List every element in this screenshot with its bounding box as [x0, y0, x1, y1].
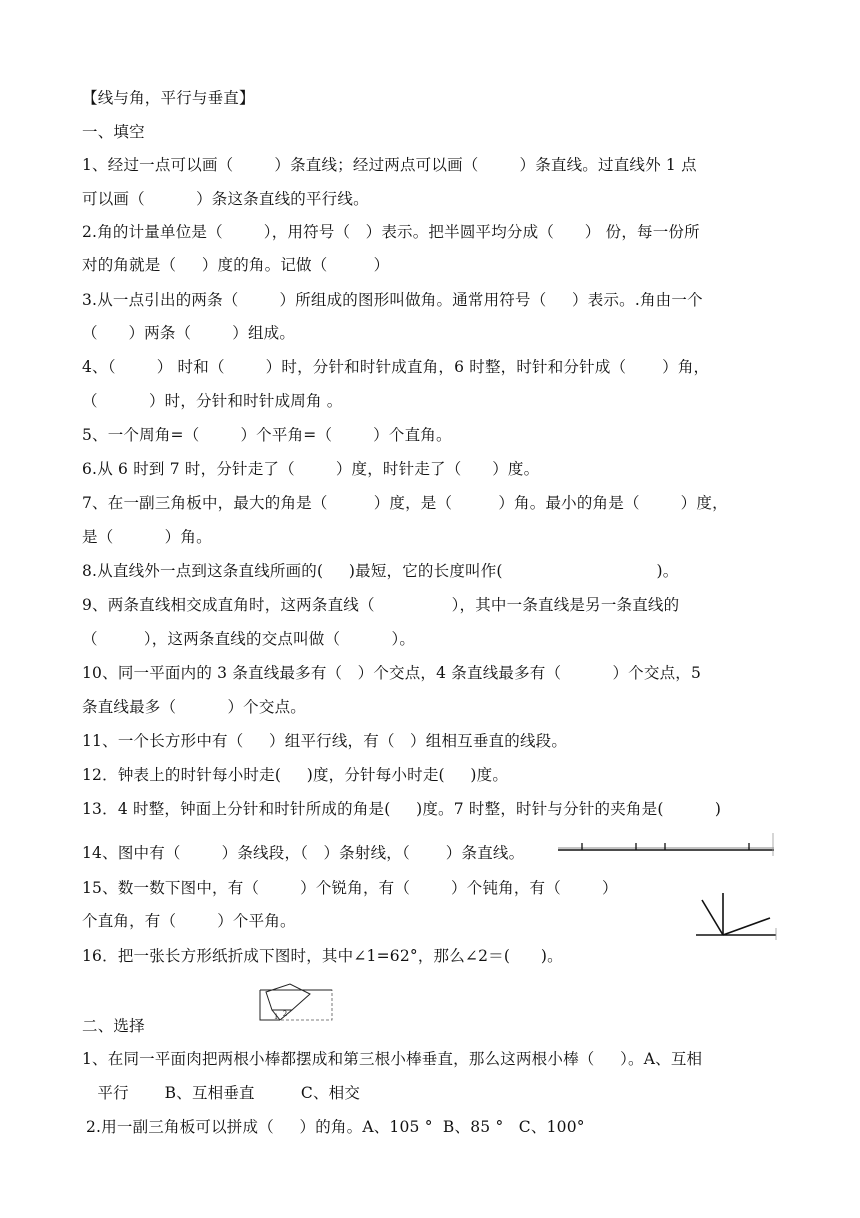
question-line: 7、在一副三角板中，最大的角是（ ）度，是（ ）角。最小的角是（ ）度，: [82, 494, 728, 512]
question-line: 15、数一数下图中，有（ ）个锐角，有（ ）个钝角，有（ ）: [82, 879, 618, 897]
question-line: 是（ ）角。: [82, 528, 212, 546]
question-line: （ ）时，分针和时针成周角 。: [82, 392, 343, 410]
question-line: 14、图中有（ ）条线段，（ ）条射线，（ ）条直线。: [82, 844, 525, 862]
question-line: 8.从直线外一点到这条直线所画的( )最短，它的长度叫作( )。: [82, 562, 679, 580]
question-line: 对的角就是（ ）度的角。记做（ ）: [82, 256, 390, 274]
question-line: 可以画（ ）条这条直线的平行线。: [82, 190, 369, 208]
line-segments-figure: [554, 829, 780, 859]
question-line: （ ），这两条直线的交点叫做（ ）。: [82, 630, 416, 648]
question-line: （ ）两条（ ）组成。: [82, 324, 296, 342]
question-line: 4、（ ） 时和（ ）时，分针和时针成直角，6 时整，时针和分针成（ ）角，: [82, 358, 710, 376]
section-heading-choice: 二、选择: [82, 1017, 145, 1035]
question-line: 9、两条直线相交成直角时，这两条直线（ ），其中一条直线是另一条直线的: [82, 596, 680, 614]
question-line: 平行 B、互相垂直 C、相交: [82, 1084, 361, 1102]
question-line: 3.从一点引出的两条（ ）所组成的图形叫做角。通常用符号（ ）表示。.角由一个: [82, 291, 703, 309]
angle-label-2: 2: [283, 1009, 287, 1018]
question-line: 11、一个长方形中有（ ）组平行线，有（ ）组相互垂直的线段。: [82, 732, 568, 750]
question-line: 5、一个周角=（ ）个平角=（ ）个直角。: [82, 426, 452, 444]
question-line: 6.从 6 时到 7 时，分针走了（ ）度，时针走了（ ）度。: [82, 460, 540, 478]
question-line: 12．钟表上的时针每小时走( )度，分针每小时走( )度。: [82, 766, 509, 784]
question-line: 2.用一副三角板可以拼成（ ）的角。A、105 ° B、85 ° C、100°: [86, 1118, 585, 1136]
question-line: 条直线最多（ ）个交点。: [82, 698, 306, 716]
question-line: 2.角的计量单位是（ ），用符号（ ）表示。把半圆平均分成（ ） 份，每一份所: [82, 223, 700, 241]
question-line: 1、在同一平面肉把两根小棒都摆成和第三根小棒垂直，那么这两根小棒（ ）。A、互相: [82, 1050, 703, 1068]
question-line: 16．把一张长方形纸折成下图时，其中∠1=62°，那么∠2＝( )。: [82, 947, 563, 965]
question-line: 10、同一平面内的 3 条直线最多有（ ）个交点，4 条直线最多有（ ）个交点，5: [82, 664, 702, 682]
section-heading-fill: 一、填空: [82, 123, 145, 141]
folded-paper-figure: [252, 980, 336, 1026]
question-line: 13．4 时整，钟面上分针和时针所成的角是( )度。7 时整，时针与分针的夹角是( ): [82, 800, 722, 818]
worksheet-title: 【线与角，平行与垂直】: [82, 89, 255, 107]
angles-figure: [690, 888, 780, 942]
question-line: 1、经过一点可以画（ ）条直线；经过两点可以画（ ）条直线。过直线外 1 点: [82, 156, 697, 174]
angle-label-1: 1: [274, 1012, 278, 1021]
question-line: 个直角，有（ ）个平角。: [82, 912, 296, 930]
